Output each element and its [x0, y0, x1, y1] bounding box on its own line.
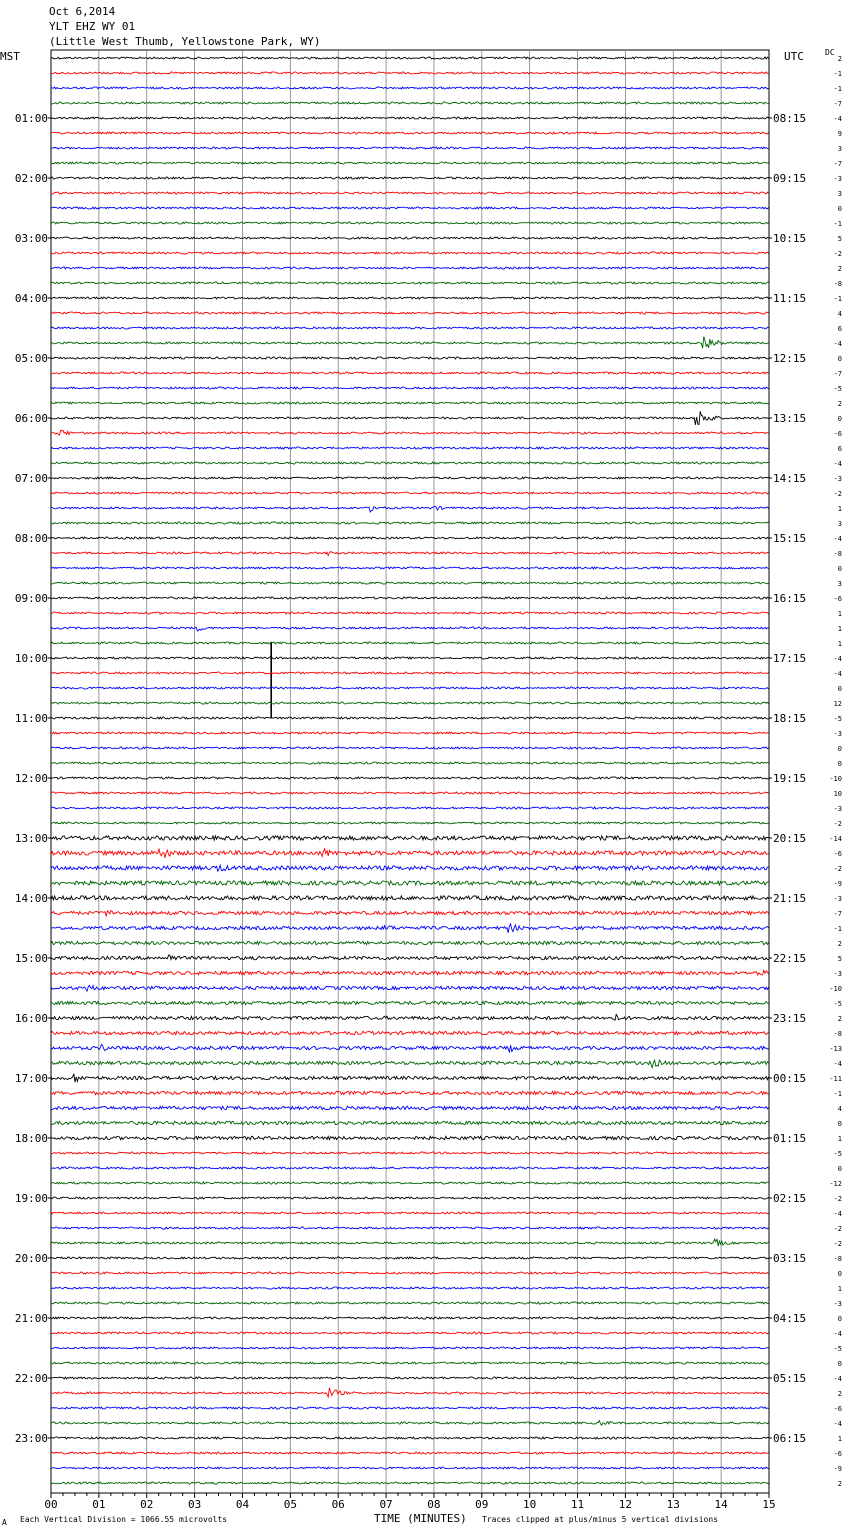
seismic-trace [51, 447, 769, 449]
seismic-trace [51, 357, 769, 359]
seismic-trace [51, 1001, 769, 1004]
dc-offset-label: -2 [833, 1240, 842, 1248]
left-hour-label: 04:00 [14, 292, 48, 305]
dc-offset-label: 6 [837, 325, 842, 333]
dc-offset-label: -3 [833, 805, 842, 813]
seismic-trace [51, 552, 769, 556]
seismic-trace [51, 1437, 769, 1439]
dc-offset-label: 0 [837, 565, 842, 573]
right-hour-label: 01:15 [773, 1132, 807, 1145]
seismic-trace [51, 612, 769, 614]
seismic-trace [51, 1136, 769, 1139]
right-hour-label: 08:15 [773, 112, 807, 125]
left-hour-label: 13:00 [14, 832, 48, 845]
dc-offset-label: 1 [837, 1285, 842, 1293]
dc-offset-label: -10 [829, 985, 842, 993]
dc-offset-label: -3 [833, 730, 842, 738]
x-tick-label: 05 [283, 1498, 297, 1511]
seismic-trace [51, 411, 769, 425]
seismic-trace [51, 337, 769, 349]
seismic-trace [51, 896, 769, 900]
dc-offset-label: -4 [833, 670, 842, 678]
seismic-trace [51, 1421, 769, 1426]
seismic-trace [51, 1272, 769, 1274]
dc-offset-label: -3 [833, 475, 842, 483]
x-tick-label: 03 [187, 1498, 202, 1511]
dc-offset-label: 2 [837, 1390, 842, 1398]
dc-offset-label: -1 [833, 220, 842, 228]
dc-offset-label: 2 [837, 55, 842, 63]
dc-offset-label: -3 [833, 1300, 842, 1308]
seismic-trace [51, 102, 769, 104]
left-hour-label: 01:00 [14, 112, 48, 125]
seismic-trace [51, 1074, 769, 1082]
seismic-trace [51, 1302, 769, 1304]
seismic-trace [51, 924, 769, 933]
seismic-trace [51, 1467, 769, 1469]
x-tick-label: 09 [475, 1498, 489, 1511]
right-hour-label: 18:15 [773, 712, 807, 725]
right-hour-label: 23:15 [773, 1012, 807, 1025]
dc-offset-label: 0 [837, 1120, 842, 1128]
dc-offset-label: 10 [833, 790, 842, 798]
seismic-trace [51, 237, 769, 239]
corner-mark: A [2, 1518, 7, 1527]
dc-offset-label: -3 [833, 895, 842, 903]
dc-offset-label: -4 [833, 115, 842, 123]
seismic-trace [51, 1407, 769, 1409]
dc-offset-label: 2 [837, 1015, 842, 1023]
seismic-trace [51, 970, 769, 975]
left-hour-label: 03:00 [14, 232, 48, 245]
seismic-trace [51, 911, 769, 917]
seismic-trace [51, 1060, 769, 1068]
dc-offset-label: -9 [833, 880, 842, 888]
x-tick-label: 07 [379, 1498, 393, 1511]
left-hour-label: 09:00 [14, 592, 48, 605]
dc-offset-label: -12 [829, 1180, 842, 1188]
dc-offset-label: -2 [833, 490, 842, 498]
seismic-trace [51, 1014, 769, 1020]
seismic-trace [51, 402, 769, 404]
seismic-trace [51, 792, 769, 794]
dc-offset-label: -10 [829, 775, 842, 783]
dc-offset-label: -7 [833, 910, 842, 918]
right-hour-label: 09:15 [773, 172, 807, 185]
seismic-trace [51, 162, 769, 164]
dc-offset-label: -4 [833, 535, 842, 543]
left-hour-label: 20:00 [14, 1252, 48, 1265]
seismic-trace [51, 147, 769, 149]
right-hour-label: 04:15 [773, 1312, 807, 1325]
dc-offset-label: -8 [833, 1255, 842, 1263]
left-hour-label: 02:00 [14, 172, 48, 185]
seismic-trace [51, 506, 769, 512]
dc-offset-label: -4 [833, 1420, 842, 1428]
dc-offset-label: -13 [829, 1045, 842, 1053]
seismic-trace [51, 1347, 769, 1349]
right-hour-label: 12:15 [773, 352, 807, 365]
scale-note: Each Vertical Division = 1066.55 microvolts [20, 1515, 228, 1524]
dc-offset-label: -5 [833, 385, 842, 393]
left-axis-label: MST [0, 50, 20, 63]
header-date: Oct 6,2014 [49, 5, 116, 18]
right-hour-label: 19:15 [773, 772, 807, 785]
seismic-trace [51, 87, 769, 89]
dc-offset-label: 2 [837, 940, 842, 948]
dc-offset-label: -2 [833, 820, 842, 828]
right-hour-label: 11:15 [773, 292, 807, 305]
dc-offset-label: 9 [837, 130, 842, 138]
dc-offset-label: 1 [837, 640, 842, 648]
dc-offset-label: -3 [833, 970, 842, 978]
seismic-trace [51, 1031, 769, 1034]
seismic-trace [51, 807, 769, 809]
left-hour-label: 17:00 [14, 1072, 48, 1085]
dc-offset-label: -1 [833, 85, 842, 93]
right-hour-label: 10:15 [773, 232, 807, 245]
dc-offset-label: -4 [833, 1060, 842, 1068]
dc-offset-label: 0 [837, 685, 842, 693]
seismic-trace [51, 627, 769, 631]
dc-offset-label: 2 [837, 265, 842, 273]
seismic-trace [51, 132, 769, 134]
seismic-trace [51, 762, 769, 764]
dc-offset-label: -5 [833, 1150, 842, 1158]
dc-offset-label: 5 [837, 955, 842, 963]
seismic-trace [51, 881, 769, 885]
header-station: YLT EHZ WY 01 [49, 20, 136, 33]
left-hour-label: 22:00 [14, 1372, 48, 1385]
seismic-trace [51, 1239, 769, 1246]
seismic-trace [51, 865, 769, 871]
dc-offset-label: 3 [837, 190, 842, 198]
right-hour-label: 06:15 [773, 1432, 807, 1445]
left-hour-label: 12:00 [14, 772, 48, 785]
dc-offset-label: 6 [837, 445, 842, 453]
dc-offset-label: -4 [833, 460, 842, 468]
dc-offset-label: 1 [837, 625, 842, 633]
seismic-trace [51, 430, 769, 435]
dc-offset-label: -7 [833, 370, 842, 378]
right-hour-label: 21:15 [773, 892, 807, 905]
dc-offset-label: -8 [833, 1030, 842, 1038]
dc-offset-label: -4 [833, 1210, 842, 1218]
x-tick-label: 04 [235, 1498, 250, 1511]
seismic-trace [51, 657, 769, 659]
dc-offset-label: -1 [833, 925, 842, 933]
dc-offset-label: -6 [833, 430, 842, 438]
right-hour-label: 16:15 [773, 592, 807, 605]
seismic-trace [51, 477, 769, 479]
seismic-trace [51, 567, 769, 569]
seismic-trace [51, 57, 769, 59]
seismic-trace [51, 387, 769, 389]
seismic-trace [51, 207, 769, 209]
left-hour-label: 21:00 [14, 1312, 48, 1325]
seismic-trace [51, 1317, 769, 1319]
x-tick-label: 14 [714, 1498, 728, 1511]
dc-offset-label: 0 [837, 1165, 842, 1173]
x-tick-label: 02 [140, 1498, 154, 1511]
seismic-trace [51, 672, 769, 674]
left-hour-label: 07:00 [14, 472, 48, 485]
left-hour-label: 05:00 [14, 352, 48, 365]
dc-offset-label: -7 [833, 100, 842, 108]
seismic-trace [51, 192, 769, 194]
dc-offset-label: -2 [833, 865, 842, 873]
left-hour-label: 15:00 [14, 952, 48, 965]
right-hour-label: 20:15 [773, 832, 807, 845]
dc-offset-label: -6 [833, 1405, 842, 1413]
seismic-trace [51, 222, 769, 224]
dc-offset-label: 0 [837, 1315, 842, 1323]
x-tick-label: 15 [762, 1498, 776, 1511]
right-hour-label: 22:15 [773, 952, 807, 965]
right-hour-label: 13:15 [773, 412, 807, 425]
seismic-trace [51, 267, 769, 269]
seismic-trace [51, 732, 769, 734]
dc-offset-label: -1 [833, 70, 842, 78]
seismic-trace [51, 642, 769, 644]
seismic-trace [51, 1106, 769, 1109]
left-hour-label: 11:00 [14, 712, 48, 725]
dc-offset-label: 0 [837, 1360, 842, 1368]
x-tick-label: 12 [618, 1498, 633, 1511]
dc-offset-label: -14 [829, 835, 842, 843]
dc-offset-label: -5 [833, 1000, 842, 1008]
dc-offset-label: -7 [833, 160, 842, 168]
seismic-trace [51, 717, 769, 719]
seismic-trace [51, 822, 769, 824]
seismic-trace [51, 1287, 769, 1289]
seismic-trace [51, 941, 769, 944]
seismic-trace [51, 1121, 769, 1124]
seismic-trace [51, 1197, 769, 1199]
x-tick-label: 10 [523, 1498, 537, 1511]
seismic-trace [51, 955, 769, 960]
x-tick-label: 13 [666, 1498, 680, 1511]
seismic-trace [51, 985, 769, 991]
left-hour-label: 23:00 [14, 1432, 48, 1445]
seismic-trace [51, 462, 769, 464]
seismic-trace [51, 1482, 769, 1484]
seismic-trace [51, 836, 769, 840]
seismic-trace [51, 597, 769, 599]
dc-offset-label: 3 [837, 580, 842, 588]
dc-offset-label: -4 [833, 1330, 842, 1338]
seismic-trace [51, 282, 769, 284]
dc-offset-label: 4 [837, 1105, 842, 1113]
x-tick-label: 06 [331, 1498, 345, 1511]
dc-offset-label: 1 [837, 505, 842, 513]
seismic-trace [51, 777, 769, 779]
dc-offset-label: -2 [833, 1195, 842, 1203]
right-hour-label: 14:15 [773, 472, 807, 485]
seismic-trace [51, 1182, 769, 1184]
left-hour-label: 06:00 [14, 412, 48, 425]
dc-offset-label: 1 [837, 1135, 842, 1143]
right-axis-label: UTC [784, 50, 804, 63]
seismic-trace [51, 252, 769, 254]
seismic-trace [51, 1377, 769, 1379]
dc-offset-label: -2 [833, 1225, 842, 1233]
dc-offset-label: -6 [833, 595, 842, 603]
seismic-trace [51, 297, 769, 299]
seismic-trace [51, 1212, 769, 1214]
dc-offset-label: -4 [833, 340, 842, 348]
dc-offset-label: 0 [837, 745, 842, 753]
seismic-trace [51, 1257, 769, 1259]
seismic-trace [51, 537, 769, 539]
x-tick-label: 08 [427, 1498, 441, 1511]
dc-offset-label: 1 [837, 1435, 842, 1443]
x-tick-label: 00 [44, 1498, 58, 1511]
dc-offset-label: 3 [837, 145, 842, 153]
dc-offset-label: -9 [833, 1465, 842, 1473]
left-hour-label: 19:00 [14, 1192, 48, 1205]
x-tick-label: 11 [570, 1498, 585, 1511]
x-axis-title: TIME (MINUTES) [374, 1512, 467, 1525]
seismic-trace [51, 372, 769, 374]
dc-offset-label: 0 [837, 1270, 842, 1278]
dc-offset-label: 0 [837, 205, 842, 213]
right-hour-label: 17:15 [773, 652, 807, 665]
plot-frame [51, 50, 769, 1493]
dc-offset-label: -8 [833, 550, 842, 558]
seismic-trace [51, 702, 769, 704]
seismic-trace [51, 1227, 769, 1229]
dc-offset-label: -6 [833, 1450, 842, 1458]
left-hour-label: 08:00 [14, 532, 48, 545]
seismic-trace [51, 1167, 769, 1169]
seismic-trace [51, 747, 769, 749]
seismic-trace [51, 849, 769, 858]
right-hour-label: 00:15 [773, 1072, 807, 1085]
left-hour-label: 10:00 [14, 652, 48, 665]
dc-offset-label: 3 [837, 520, 842, 528]
dc-offset-label: -3 [833, 175, 842, 183]
seismic-trace [51, 117, 769, 119]
dc-offset-label: 12 [833, 700, 842, 708]
dc-offset-label: -4 [833, 1375, 842, 1383]
seismic-trace [51, 1388, 769, 1397]
dc-offset-label: -2 [833, 250, 842, 258]
dc-label: DC [825, 48, 835, 57]
dc-offset-label: 0 [837, 415, 842, 423]
x-tick-label: 01 [92, 1498, 106, 1511]
dc-offset-label: 2 [837, 400, 842, 408]
dc-offset-label: -8 [833, 280, 842, 288]
seismic-trace [51, 72, 769, 74]
left-hour-label: 18:00 [14, 1132, 48, 1145]
dc-offset-label: 0 [837, 760, 842, 768]
seismic-trace [51, 522, 769, 524]
dc-offset-label: 0 [837, 355, 842, 363]
dc-offset-label: -5 [833, 715, 842, 723]
seismic-trace [51, 1152, 769, 1154]
clip-note: Traces clipped at plus/minus 5 vertical divisions [482, 1515, 719, 1524]
dc-offset-label: 4 [837, 310, 842, 318]
seismic-trace [51, 1362, 769, 1364]
dc-offset-label: 5 [837, 235, 842, 243]
seismic-trace [51, 1044, 769, 1052]
dc-offset-label: 1 [837, 610, 842, 618]
right-hour-label: 02:15 [773, 1192, 807, 1205]
dc-offset-label: -4 [833, 655, 842, 663]
seismic-trace [51, 1332, 769, 1334]
right-hour-label: 03:15 [773, 1252, 807, 1265]
left-hour-label: 16:00 [14, 1012, 48, 1025]
dc-offset-label: -5 [833, 1345, 842, 1353]
dc-offset-label: 2 [837, 1480, 842, 1488]
seismic-trace [51, 687, 769, 689]
dc-offset-label: -1 [833, 1090, 842, 1098]
seismic-trace [51, 1452, 769, 1454]
right-hour-label: 15:15 [773, 532, 807, 545]
dc-offset-label: -6 [833, 850, 842, 858]
dc-offset-label: -11 [829, 1075, 842, 1083]
left-hour-label: 14:00 [14, 892, 48, 905]
seismic-trace [51, 1091, 769, 1094]
right-hour-label: 05:15 [773, 1372, 807, 1385]
header-location: (Little West Thumb, Yellowstone Park, WY) [49, 35, 321, 48]
seismic-trace [51, 492, 769, 494]
dc-offset-label: -1 [833, 295, 842, 303]
seismic-trace [51, 327, 769, 329]
seismic-trace [51, 312, 769, 314]
seismic-trace [51, 177, 769, 179]
seismic-trace [51, 582, 769, 584]
